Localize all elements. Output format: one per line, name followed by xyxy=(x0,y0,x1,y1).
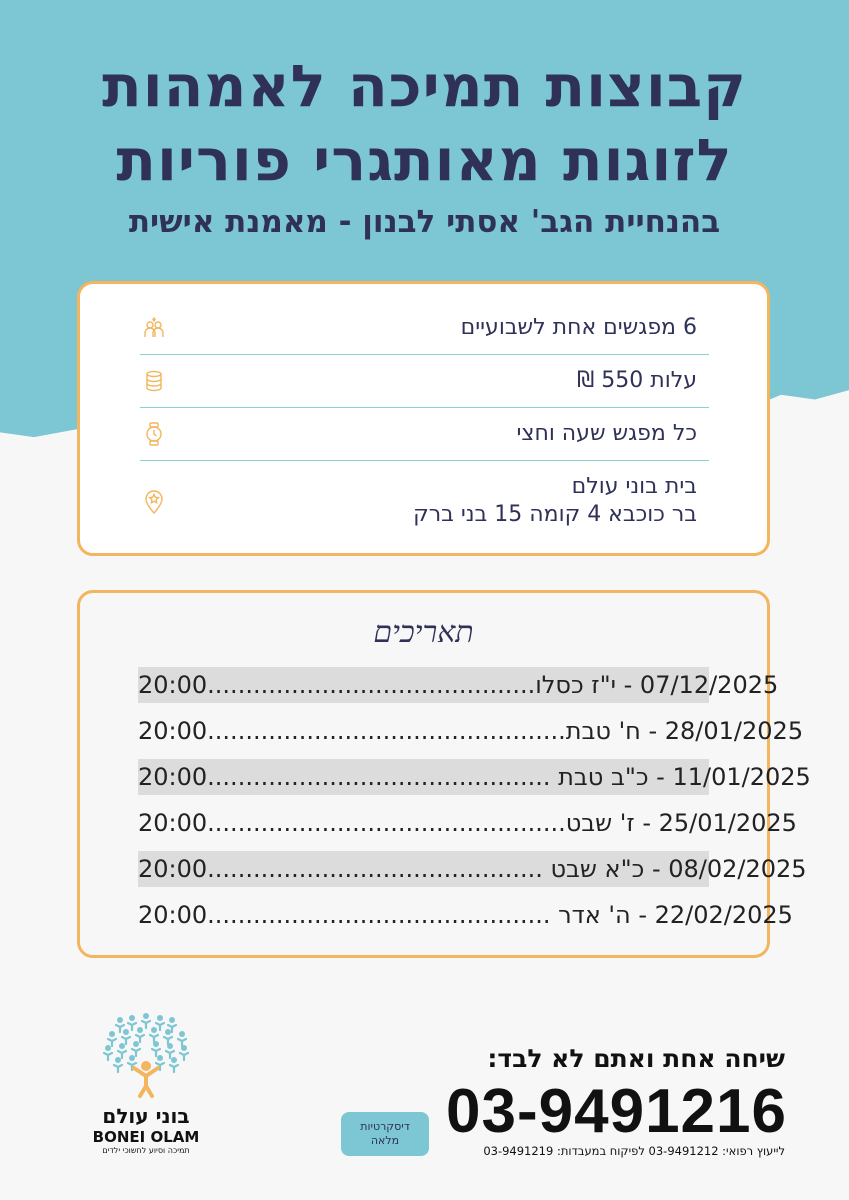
page-title-line1: קבוצות תמיכה לאמהות xyxy=(102,52,747,120)
contact-footer: לייעוץ רפואי: 03-9491212 לפיקוח במעבדות: 03-9491219 xyxy=(483,1144,785,1158)
date-text: 08/02/2025 - כ"א שבט ............................................ xyxy=(207,855,807,883)
date-time: 20:00 xyxy=(138,671,208,699)
badge-line2: מלאה xyxy=(370,1134,400,1147)
info-card xyxy=(77,281,770,556)
contact-heading: שיחה אחת ואתם לא לבד: xyxy=(487,1044,785,1073)
page-subtitle: בהנחיית הגב' אסתי לבנון - מאמנת אישית xyxy=(128,204,721,240)
logo-tagline: תמיכה וסיוע לחשוכי ילדים xyxy=(102,1146,190,1155)
badge-line1: דיסקרטיות xyxy=(360,1120,410,1133)
date-row xyxy=(138,897,793,933)
location-line2: בר כוכבא 4 קומה 15 בני ברק xyxy=(413,502,697,527)
info-list xyxy=(140,302,709,541)
date-text: 11/01/2025 - כ"ב טבת ............................................. xyxy=(207,763,811,791)
logo-name-english: BONEI OLAM xyxy=(92,1128,200,1146)
info-row-meetings xyxy=(140,302,709,355)
discretion-badge xyxy=(341,1112,429,1156)
info-text-duration: כל מפגש שעה וחצי xyxy=(516,421,697,446)
info-row-cost xyxy=(140,355,709,408)
dates-list xyxy=(138,667,811,943)
dates-card xyxy=(77,590,811,958)
info-row-location xyxy=(140,461,709,541)
date-time: 20:00 xyxy=(138,901,208,929)
date-text: 25/01/2025 - ז' שבט............................................... xyxy=(207,809,797,837)
tree-of-people-icon xyxy=(98,1010,194,1098)
watch-icon xyxy=(140,422,168,446)
info-text-location xyxy=(168,473,709,529)
date-text: 22/02/2025 - ה' אדר ............................................. xyxy=(207,901,793,929)
logo-name-hebrew: בוני עולם xyxy=(102,1104,190,1128)
phone-number[interactable]: 03-9491216 xyxy=(446,1077,787,1146)
date-time: 20:00 xyxy=(138,809,208,837)
date-time: 20:00 xyxy=(138,855,208,883)
location-pin-icon xyxy=(140,487,168,515)
date-text: 28/01/2025 - ח' טבת............................................... xyxy=(207,717,804,745)
date-row xyxy=(138,759,811,795)
info-text-meetings: 6 מפגשים אחת לשבועיים xyxy=(460,315,697,340)
coins-icon xyxy=(140,369,168,393)
info-text-cost: עלות 550 ₪ xyxy=(577,368,697,393)
date-row xyxy=(138,851,807,887)
date-row xyxy=(138,805,797,841)
info-row-duration xyxy=(140,408,709,461)
dates-title: תאריכים xyxy=(373,615,474,650)
meeting-people-icon xyxy=(140,316,168,340)
date-time: 20:00 xyxy=(138,763,208,791)
date-time: 20:00 xyxy=(138,717,208,745)
date-text: 07/12/2025 - י"ז כסלו........................................... xyxy=(207,671,779,699)
date-row xyxy=(138,713,804,749)
page-title-line2: לזוגות מאותגרי פוריות xyxy=(116,126,733,194)
bonei-olam-logo xyxy=(86,1010,206,1155)
location-line1: בית בוני עולם xyxy=(571,474,697,499)
date-row xyxy=(138,667,779,703)
